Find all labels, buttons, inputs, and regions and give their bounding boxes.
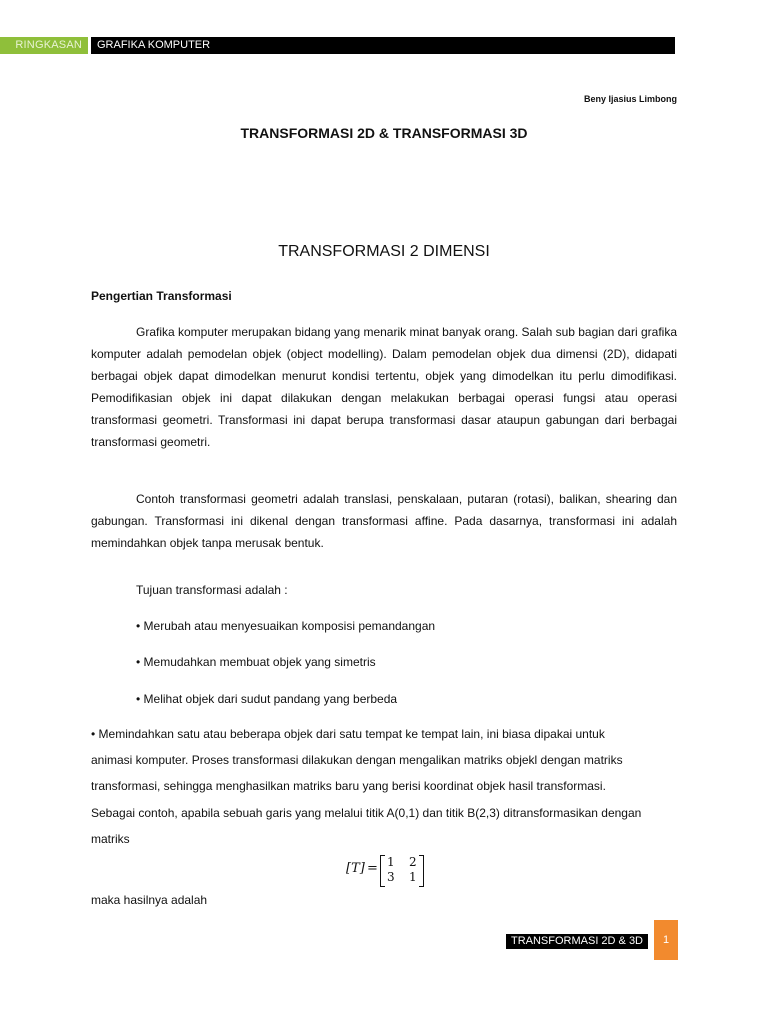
footer-title: TRANSFORMASI 2D & 3D: [506, 934, 648, 949]
header-label-course: GRAFIKA KOMPUTER: [91, 37, 675, 54]
bullet-item: • Memudahkan membuat objek yang simetris: [136, 655, 376, 669]
matrix-equals: =: [367, 861, 378, 876]
matrix-cell: 2: [409, 855, 417, 869]
paragraph-examples: Contoh transformasi geometri adalah translasi, penskalaan, putaran (rotasi), balikan, shearing dan gabungan. Transformasi ini dikenal dengan transformasi affine. Pada dasarnya, transformasi ini adalah memindahkan objek tanpa merusak bentuk.: [91, 492, 677, 550]
bullet-paragraph-line: matriks: [91, 832, 130, 846]
document-title: TRANSFORMASI 2D & TRANSFORMASI 3D: [240, 125, 528, 141]
bullet-paragraph-line: • Memindahkan satu atau beberapa objek dari satu tempat ke tempat lain, ini biasa dipakai untuk: [91, 727, 605, 741]
matrix-cell: 1: [387, 855, 395, 869]
matrix-cell: 3: [387, 870, 395, 884]
matrix-right-bracket: [419, 855, 424, 887]
matrix-cell: 1: [409, 870, 417, 884]
page-number: 1: [654, 920, 678, 960]
paragraph-intro: Grafika komputer merupakan bidang yang menarik minat banyak orang. Salah sub bagian dari grafika komputer adalah pemodelan objek (object modelling). Dalam pemodelan objek dua dimensi (2D), didapati berbagai objek dapat dimodelkan menurut kondisi tertentu, objek yang dimodelkan itu perlu dimodifikasi. Pemodifikasian objek ini dapat dilakukan dengan melakukan berbagai operasi fungsi atau operasi transformasi geometri. Transformasi ini dapat berupa transformasi dasar ataupun gabungan dari berbagai transformasi geometri.: [91, 325, 677, 449]
bullet-item: • Merubah atau menyesuaikan komposisi pemandangan: [136, 619, 436, 633]
result-text: maka hasilnya adalah: [91, 893, 208, 907]
bullet-paragraph-line: animasi komputer. Proses transformasi dilakukan dengan mengalikan matriks objekl dengan matriks: [91, 753, 623, 767]
running-header: [0, 37, 768, 54]
section-title: TRANSFORMASI 2 DIMENSI: [278, 243, 490, 260]
matrix-label: [T]: [346, 861, 365, 876]
matrix-left-bracket: [380, 855, 385, 887]
header-label-ringkasan: RINGKASAN: [0, 37, 88, 54]
transformation-matrix: [346, 855, 426, 887]
goals-intro: Tujuan transformasi adalah :: [136, 583, 288, 597]
bullet-item: • Melihat objek dari sudut pandang yang berbeda: [136, 692, 398, 706]
bullet-paragraph-line: transformasi, sehingga menghasilkan matriks baru yang berisi koordinat objek hasil transformasi.: [91, 779, 606, 793]
author-name: Beny Ijasius Limbong: [583, 94, 677, 104]
sub-heading: Pengertian Transformasi: [91, 289, 232, 303]
bullet-paragraph-line: Sebagai contoh, apabila sebuah garis yang melalui titik A(0,1) dan titik B(2,3) ditransformasikan dengan: [91, 806, 642, 820]
